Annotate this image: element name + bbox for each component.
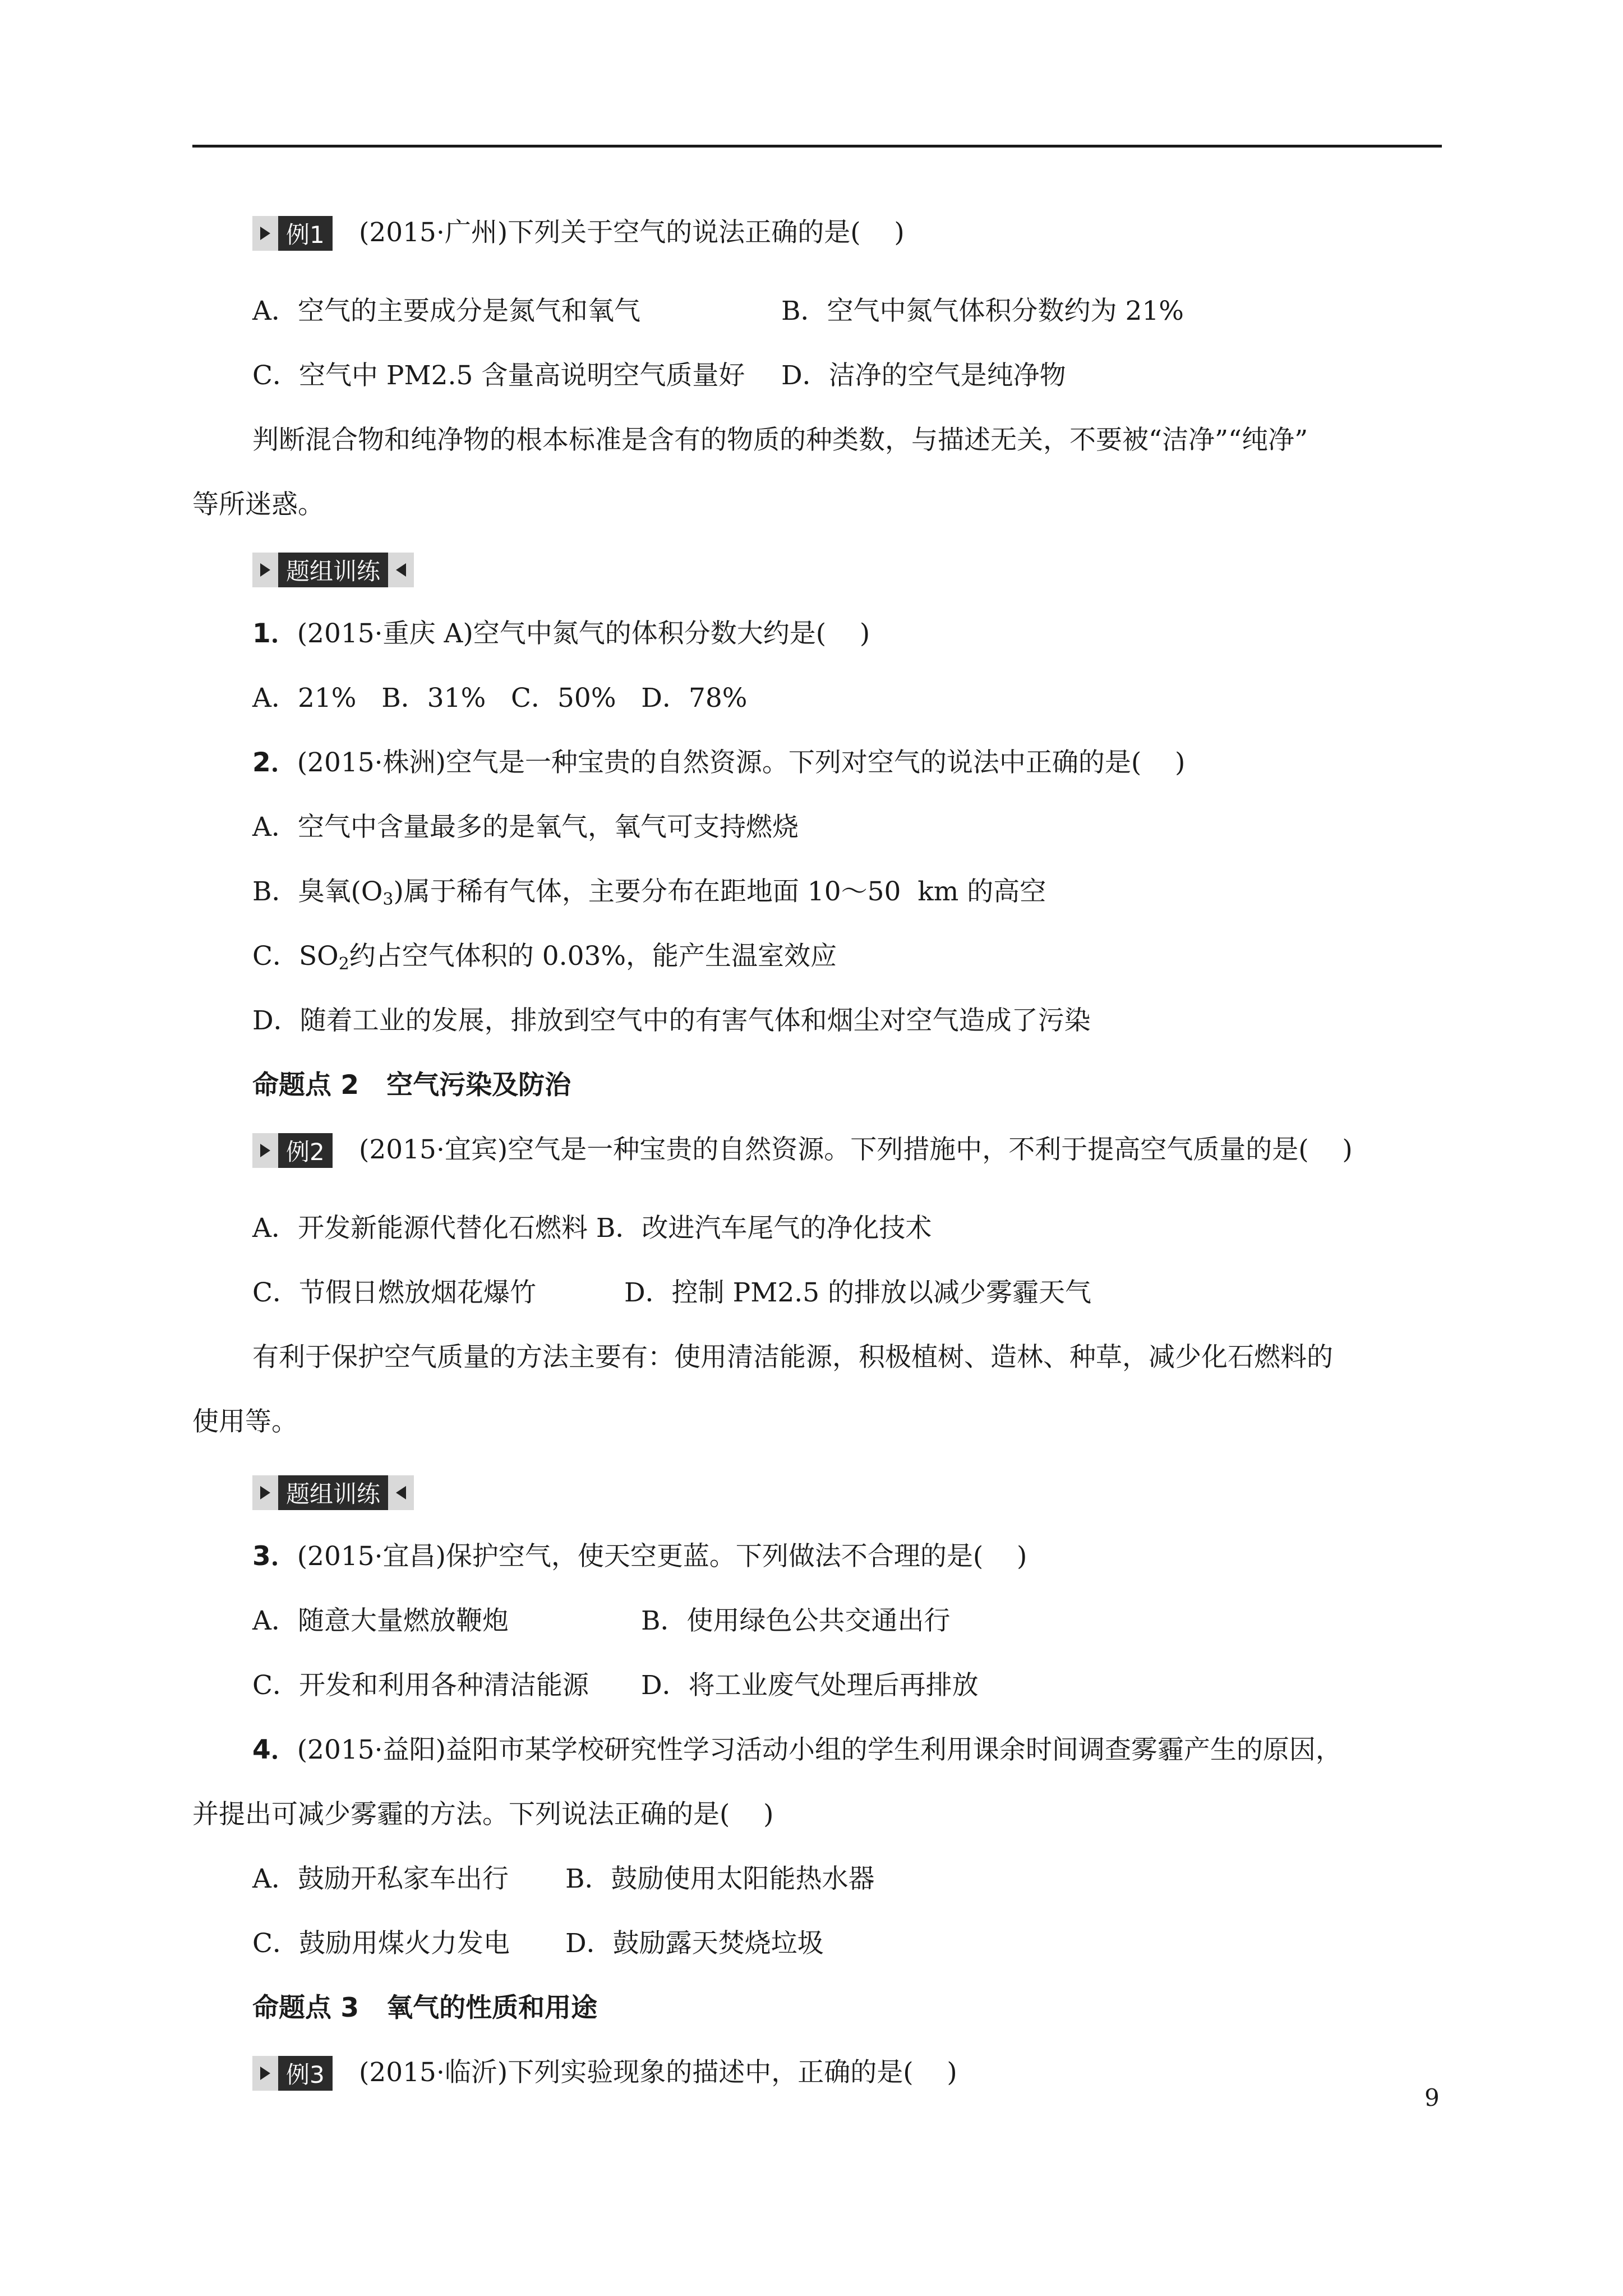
question-4-option-d: D．鼓励露天焚烧垃圾 — [565, 1928, 824, 1959]
example-2-note-line-1: 有利于保护空气质量的方法主要有：使用清洁能源，积极植树、造林、种草，减少化石燃料的 — [252, 1342, 1333, 1373]
example-2-options-ab: A．开发新能源代替化石燃料 B．改进汽车尾气的净化技术 — [252, 1213, 932, 1244]
question-2: 2．(2015·株洲)空气是一种宝贵的自然资源。下列对空气的说法中正确的是( ) — [252, 747, 1186, 778]
question-4-option-a: A．鼓励开私家车出行 — [252, 1864, 509, 1894]
play-icon — [252, 1133, 278, 1168]
example-2-option-d: D．控制 PM2.5 的排放以减少雾霾天气 — [624, 1277, 1092, 1308]
play-icon — [252, 1475, 278, 1510]
example-1-option-b: B．空气中氮气体积分数约为 21% — [781, 296, 1184, 326]
example-2-tag — [252, 1133, 333, 1168]
example-1-tag — [252, 216, 333, 251]
question-2-option-d: D．随着工业的发展，排放到空气中的有害气体和烟尘对空气造成了污染 — [252, 1005, 1091, 1036]
example-2-option-c: C．节假日燃放烟花爆竹 — [252, 1277, 536, 1308]
play-icon — [252, 216, 278, 251]
question-4-option-b: B．鼓励使用太阳能热水器 — [565, 1864, 875, 1894]
group-training-tag — [252, 553, 414, 587]
example-1-question: (2015·广州)下列关于空气的说法正确的是( ) — [359, 217, 905, 248]
example-1-option-a: A．空气的主要成分是氮气和氧气 — [252, 296, 640, 326]
example-1-tag-label: 例1 — [286, 221, 325, 249]
question-4-line-2: 并提出可减少雾霾的方法。下列说法正确的是( ) — [192, 1799, 774, 1830]
question-1-options: A．21% B．31% C．50% D．78% — [252, 683, 748, 714]
page-number: 9 — [1424, 2084, 1440, 2111]
header-rule — [192, 145, 1442, 148]
question-3: 3．(2015·宜昌)保护空气，使天空更蓝。下列做法不合理的是( ) — [252, 1541, 1027, 1572]
group-training-label: 题组训练 — [286, 558, 381, 585]
question-2-option-c: C．$SO_2$约占空气体积的 0.03%，能产生温室效应 — [252, 941, 837, 974]
question-3-option-a: A．随意大量燃放鞭炮 — [252, 1605, 509, 1636]
section-heading-2: 命题点 2 空气污染及防治 — [252, 1070, 571, 1101]
example-2-question: (2015·宜宾)空气是一种宝贵的自然资源。下列措施中，不利于提高空气质量的是( ) — [359, 1134, 1353, 1165]
question-2-option-a: A．空气中含量最多的是氧气，氧气可支持燃烧 — [252, 812, 799, 843]
group-training-label: 题组训练 — [286, 1480, 381, 1508]
reverse-play-icon — [388, 553, 414, 587]
example-1-note-line-1: 判断混合物和纯净物的根本标准是含有的物质的种类数，与描述无关，不要被“洁净”“纯净” — [252, 425, 1308, 455]
question-3-option-d: D．将工业废气处理后再排放 — [641, 1670, 979, 1701]
example-1-note-line-2: 等所迷惑。 — [192, 489, 324, 520]
question-3-option-c: C．开发和利用各种清洁能源 — [252, 1670, 589, 1701]
example-3-question: (2015·临沂)下列实验现象的描述中，正确的是( ) — [359, 2057, 957, 2088]
group-training-tag — [252, 1475, 414, 1510]
example-2-tag-label: 例2 — [286, 1138, 325, 1166]
question-2-option-b: B．臭氧$(O_3)$属于稀有气体，主要分布在距地面 10～50 km 的高空 — [252, 876, 1046, 909]
example-1-option-d: D．洁净的空气是纯净物 — [781, 360, 1066, 391]
question-4-option-c: C．鼓励用煤火力发电 — [252, 1928, 510, 1959]
question-4-line-1: 4．(2015·益阳)益阳市某学校研究性学习活动小组的学生利用课余时间调查雾霾产生的原因， — [252, 1734, 1342, 1765]
example-3-tag-label: 例3 — [286, 2061, 325, 2088]
example-1-option-c: C．空气中 PM2.5 含量高说明空气质量好 — [252, 360, 745, 391]
question-1: 1．(2015·重庆 A)空气中氮气的体积分数大约是( ) — [252, 618, 870, 649]
question-3-option-b: B．使用绿色公共交通出行 — [641, 1605, 951, 1636]
example-2-note-line-2: 使用等。 — [192, 1406, 298, 1437]
reverse-play-icon — [388, 1475, 414, 1510]
play-icon — [252, 2056, 278, 2091]
example-3-tag — [252, 2056, 333, 2091]
play-icon — [252, 553, 278, 587]
section-heading-3: 命题点 3 氧气的性质和用途 — [252, 1993, 598, 2023]
